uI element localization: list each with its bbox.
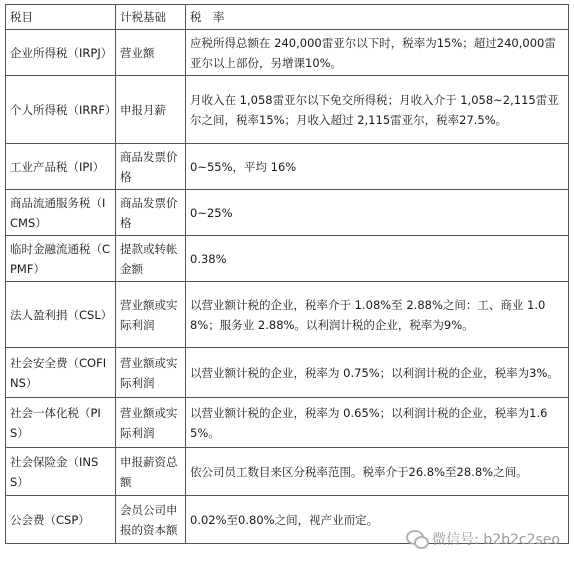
tax-rate: 以营业额计税的企业，税率为 0.65%；以利润计税的企业，税率为1.65%。 [186, 398, 569, 448]
header-row [6, 5, 569, 30]
tax-name: 商品流通服务税（ICMS） [6, 190, 116, 236]
tax-rate: 0~55%，平均 16% [186, 144, 569, 190]
table-row [6, 348, 569, 398]
tax-basis: 提款或转帐金额 [116, 236, 186, 282]
tax-basis: 申报薪资总额 [116, 448, 186, 496]
tax-name: 临时金融流通税（CPMF） [6, 236, 116, 282]
tax-name: 企业所得税（IRPJ） [6, 30, 116, 76]
tax-rate: 应税所得总额在 240,000雷亚尔以下时，税率为15%；超过240,000雷亚尔以上部份，另增课10%。 [186, 30, 569, 76]
wechat-icon [406, 530, 428, 548]
header-tax-rate: 税 率 [186, 5, 569, 30]
tax-basis: 商品发票价格 [116, 190, 186, 236]
tax-basis: 申报月薪 [116, 76, 186, 144]
table-row [6, 76, 569, 144]
tax-name: 社会安全费（COFINS） [6, 348, 116, 398]
tax-basis: 营业额或实际利润 [116, 398, 186, 448]
table-row [6, 282, 569, 348]
tax-name: 社会一体化税（PIS） [6, 398, 116, 448]
tax-name: 公会费（CSP） [6, 496, 116, 544]
tax-rate: 0.02%至0.80%之间，视产业而定。 [186, 496, 569, 544]
tax-basis: 营业额或实际利润 [116, 348, 186, 398]
table-row [6, 448, 569, 496]
table-row [6, 144, 569, 190]
watermark-text: 微信号: b2b2c2seo [432, 532, 560, 548]
tax-name: 社会保险金（INSS） [6, 448, 116, 496]
tax-rate: 以营业额计税的企业，税率介于 1.08%至 2.88%之间：工、商业 1.08%；服务业 2.88%。以利润计税的企业，税率为9%。 [186, 282, 569, 348]
wechat-watermark [406, 529, 560, 549]
tax-table [5, 4, 569, 544]
table-row [6, 190, 569, 236]
tax-rate: 0~25% [186, 190, 569, 236]
tax-name: 法人盈利捐（CSL） [6, 282, 116, 348]
tax-basis: 商品发票价格 [116, 144, 186, 190]
table-row [6, 236, 569, 282]
header-tax-item: 税目 [6, 5, 116, 30]
tax-rate: 依公司员工数目来区分税率范围。税率介于26.8%至28.8%之间。 [186, 448, 569, 496]
tax-basis: 营业额或实际利润 [116, 282, 186, 348]
tax-name: 工业产品税（IPI） [6, 144, 116, 190]
tax-rate: 0.38% [186, 236, 569, 282]
tax-rate: 月收入在 1,058雷亚尔以下免交所得税；月收入介于 1,058~2,115雷亚尔之间，税率15%；月收入超过 2,115雷亚尔，税率27.5%。 [186, 76, 569, 144]
table-row [6, 30, 569, 76]
tax-basis: 营业额 [116, 30, 186, 76]
tax-basis: 会员公司申报的资本额 [116, 496, 186, 544]
table-row [6, 398, 569, 448]
header-tax-basis: 计税基础 [116, 5, 186, 30]
tax-name: 个人所得税（IRRF） [6, 76, 116, 144]
tax-rate: 以营业额计税的企业，税率为 0.75%；以利润计税的企业，税率为3%。 [186, 348, 569, 398]
